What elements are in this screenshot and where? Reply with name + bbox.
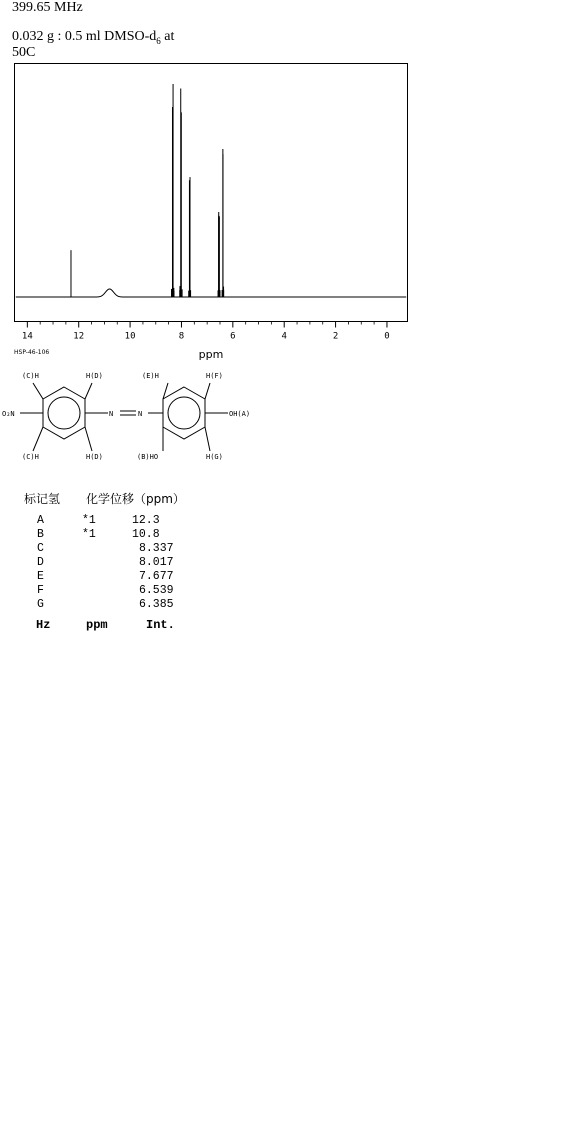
- assignment-shift: 7.677: [139, 570, 174, 583]
- x-tick-label: 10: [124, 331, 136, 342]
- assignment-note: *1: [82, 514, 96, 527]
- label-n1: N: [109, 410, 114, 418]
- label-n2: N: [138, 410, 143, 418]
- assignment-shift: 12.3: [132, 514, 160, 527]
- bond: [205, 383, 210, 399]
- sample-temperature: 50C: [12, 45, 36, 60]
- assignment-label: F: [37, 584, 44, 597]
- label-c-bottom: (C)H: [22, 453, 39, 461]
- assignment-note: *1: [82, 528, 96, 541]
- spectrum-code: HSP-46-106: [14, 349, 50, 356]
- peak-header-ppm: ppm: [86, 618, 108, 632]
- label-b-ho: (B)HO: [137, 453, 159, 461]
- x-tick-label: 8: [178, 331, 185, 342]
- peak-header-hz: Hz: [36, 618, 51, 632]
- bond: [33, 383, 43, 399]
- assignment-header-label: 标记氢: [24, 492, 61, 506]
- label-f-top: H(F): [206, 372, 223, 380]
- assignment-shift: 6.539: [139, 584, 174, 597]
- assignment-shift: 10.8: [132, 528, 160, 541]
- conditions-main: 0.032 g : 0.5 ml DMSO-d: [12, 29, 157, 44]
- label-nitro: O₂N: [2, 410, 15, 418]
- conditions-tail: at: [160, 29, 175, 44]
- assignment-shift: 8.017: [139, 556, 174, 569]
- label-g-bottom: H(G): [206, 453, 223, 461]
- label-c-top: (C)H: [22, 372, 39, 380]
- left-benzene-ring: [43, 387, 85, 439]
- x-tick-label: 14: [21, 331, 33, 342]
- right-ring-aromatic-circle: [168, 397, 200, 429]
- assignment-label: D: [37, 556, 44, 569]
- label-e-top: (E)H: [142, 372, 159, 380]
- assignment-label: A: [37, 514, 44, 527]
- label-hydroxyl: OH(A): [229, 410, 251, 418]
- assignment-shift: 8.337: [139, 542, 174, 555]
- left-ring-aromatic-circle: [48, 397, 80, 429]
- x-tick-label: 0: [384, 331, 390, 342]
- conditions-subscript: 6: [156, 35, 161, 46]
- label-d-bottom: H(D): [86, 453, 103, 461]
- assignment-label: E: [37, 570, 44, 583]
- x-tick-label: 6: [230, 331, 236, 342]
- right-benzene-ring: [163, 387, 205, 439]
- assignment-label: G: [37, 598, 44, 611]
- assignment-header: [24, 490, 185, 507]
- bond: [33, 427, 43, 451]
- x-tick-label: 2: [332, 331, 339, 342]
- bond: [85, 383, 92, 399]
- label-d-top: H(D): [86, 372, 103, 380]
- assignment-label: C: [37, 542, 44, 555]
- bond: [85, 427, 92, 451]
- assignment-label: B: [37, 528, 44, 541]
- molecule-structure: [0, 0, 570, 470]
- x-tick-label: 12: [73, 331, 85, 342]
- peak-header-int: Int.: [146, 618, 175, 632]
- bond: [205, 427, 210, 451]
- spectrometer-frequency: 399.65 MHz: [12, 0, 83, 15]
- x-tick-label: 4: [281, 331, 287, 342]
- x-axis-label: ppm: [198, 348, 224, 361]
- assignment-header-shift: 化学位移（ppm）: [86, 492, 185, 506]
- assignment-shift: 6.385: [139, 598, 174, 611]
